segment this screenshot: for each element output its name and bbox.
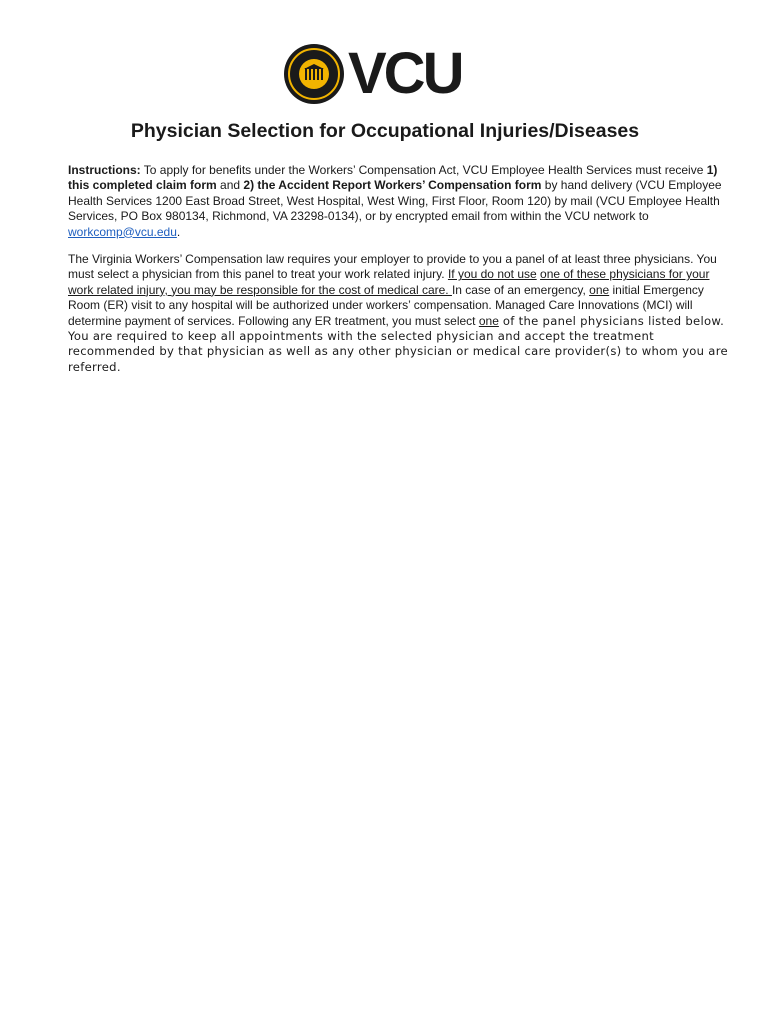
page-title: Physician Selection for Occupational Injuries/Diseases xyxy=(130,120,640,142)
panel-physicians-paragraph xyxy=(68,252,728,375)
workcomp-email-link[interactable]: workcomp@vcu.edu xyxy=(68,224,177,239)
seal-building-icon xyxy=(299,59,329,89)
instructions-paragraph xyxy=(68,163,728,240)
panel-underline-4: one xyxy=(478,313,499,328)
logo-wordmark: VCU xyxy=(348,41,462,106)
panel-underline-1: If you do not use xyxy=(447,267,537,282)
instructions-text-c: by hand delivery (VCU Employee Health Services 1200 East Broad Street, West Hospital, West Wing, First Floor, Room 120) by mail (VCU Employee Health Services, PO Box 980134, Richmond, VA 23298-0134), or by encrypted email from within the VCU network to xyxy=(68,178,722,224)
instructions-label: Instructions: xyxy=(68,163,141,177)
panel-underline-2: one of these physicians for your work related injury, you may be responsible for the cost of medical care. xyxy=(68,267,710,297)
panel-text-b: In case of an emergency, xyxy=(451,282,590,297)
panel-underline-3: one xyxy=(589,282,610,297)
panel-text-d: of the panel physicians listed below. You are required to keep all appointments with the selected physician and accept the treatment recommended by that physician as well as any other physician or medical care provider(s) to whom you are referred. xyxy=(68,313,728,374)
instructions-accident-report: 2) the Accident Report Workers’ Compensation form xyxy=(243,178,542,193)
vcu-logo xyxy=(284,41,462,106)
instructions-claim-form: 1) this completed claim form xyxy=(68,163,718,193)
university-seal-icon xyxy=(284,44,344,104)
instructions-text-a: To apply for benefits under the Workers’ Compensation Act, VCU Employee Health Services must receive xyxy=(140,163,707,177)
instructions-text-b: and xyxy=(216,178,244,193)
instructions-text-d: . xyxy=(176,224,181,239)
panel-text-a: The Virginia Workers’ Compensation law requires your employer to provide to you a panel of at least three physicians. You must select a physician from this panel to treat your work related injury. xyxy=(68,252,717,282)
panel-text-c: initial Emergency Room (ER) visit to any hospital will be authorized under workers’ compensation. Managed Care Innovations (MCI) will determine payment of services. Following any ER treatment, you must select xyxy=(68,282,704,328)
